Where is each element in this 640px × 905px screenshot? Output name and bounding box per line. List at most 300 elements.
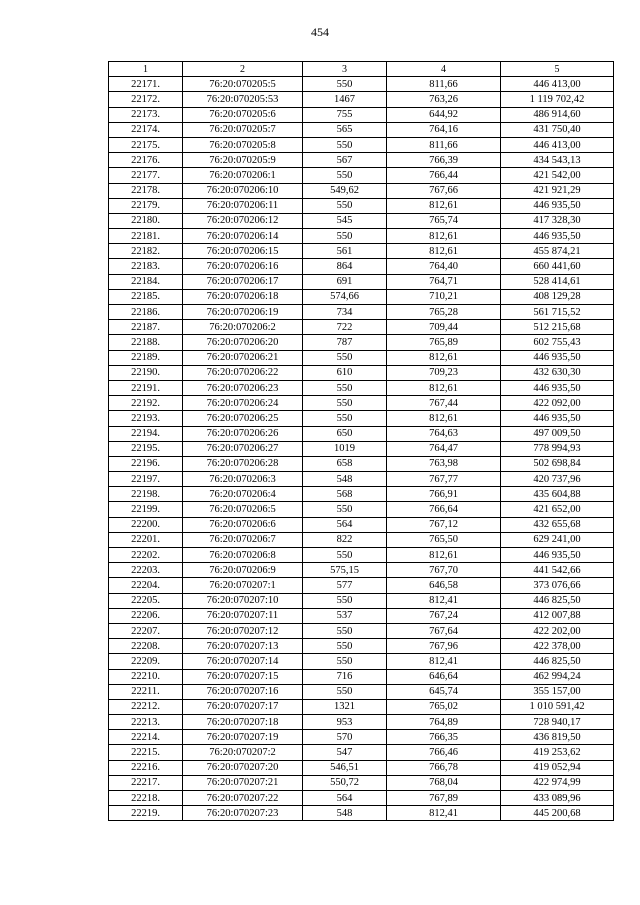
specific-value-cell: 765,74 [387, 213, 501, 228]
specific-value-cell: 812,61 [387, 229, 501, 244]
area-cell: 564 [303, 791, 387, 806]
cadastral-value-cell: 561 715,52 [501, 305, 614, 320]
area-cell: 755 [303, 107, 387, 122]
table-row [109, 487, 614, 502]
table-row [109, 350, 614, 365]
table-row [109, 153, 614, 168]
area-cell: 1467 [303, 92, 387, 107]
cadastral-value-cell: 445 200,68 [501, 806, 614, 821]
cadastral-number-cell: 76:20:070206:16 [183, 259, 303, 274]
specific-value-cell: 811,66 [387, 77, 501, 92]
row-number-cell: 22174. [109, 122, 183, 137]
area-cell: 550 [303, 411, 387, 426]
cadastral-number-cell: 76:20:070207:10 [183, 593, 303, 608]
cadastral-value-cell: 419 253,62 [501, 745, 614, 760]
cadastral-number-cell: 76:20:070206:15 [183, 244, 303, 259]
cadastral-number-cell: 76:20:070205:8 [183, 137, 303, 152]
specific-value-cell: 812,61 [387, 380, 501, 395]
cadastral-value-cell: 433 089,96 [501, 791, 614, 806]
table-row [109, 229, 614, 244]
cadastral-value-cell: 502 698,84 [501, 456, 614, 471]
cadastral-value-cell: 435 604,88 [501, 487, 614, 502]
cadastral-number-cell: 76:20:070206:27 [183, 441, 303, 456]
cadastral-value-cell: 1 010 591,42 [501, 699, 614, 714]
cadastral-value-cell: 497 009,50 [501, 426, 614, 441]
row-number-cell: 22183. [109, 259, 183, 274]
area-cell: 561 [303, 244, 387, 259]
column-header-number: 1 [109, 62, 183, 77]
area-cell: 550 [303, 654, 387, 669]
cadastral-value-cell: 373 076,66 [501, 578, 614, 593]
specific-value-cell: 646,58 [387, 578, 501, 593]
area-cell: 537 [303, 608, 387, 623]
specific-value-cell: 763,98 [387, 456, 501, 471]
specific-value-cell: 765,50 [387, 532, 501, 547]
area-cell: 550 [303, 229, 387, 244]
cadastral-value-cell: 486 914,60 [501, 107, 614, 122]
specific-value-cell: 812,61 [387, 198, 501, 213]
area-cell: 787 [303, 335, 387, 350]
cadastral-value-cell: 446 935,50 [501, 229, 614, 244]
cadastral-value-cell: 728 940,17 [501, 715, 614, 730]
area-cell: 547 [303, 745, 387, 760]
cadastral-number-cell: 76:20:070207:18 [183, 715, 303, 730]
area-cell: 574,66 [303, 289, 387, 304]
cadastral-number-cell: 76:20:070206:22 [183, 365, 303, 380]
cadastral-value-cell: 421 652,00 [501, 502, 614, 517]
specific-value-cell: 812,41 [387, 654, 501, 669]
specific-value-cell: 645,74 [387, 684, 501, 699]
specific-value-cell: 767,70 [387, 563, 501, 578]
cadastral-value-cell: 446 413,00 [501, 77, 614, 92]
area-cell: 550 [303, 396, 387, 411]
table-row [109, 122, 614, 137]
specific-value-cell: 812,41 [387, 593, 501, 608]
cadastral-number-cell: 76:20:070206:24 [183, 396, 303, 411]
cadastral-number-cell: 76:20:070206:3 [183, 472, 303, 487]
area-cell: 550 [303, 623, 387, 638]
table-row [109, 639, 614, 654]
column-header-area: 3 [303, 62, 387, 77]
row-number-cell: 22192. [109, 396, 183, 411]
area-cell: 550 [303, 380, 387, 395]
cadastral-number-cell: 76:20:070207:19 [183, 730, 303, 745]
row-number-cell: 22187. [109, 320, 183, 335]
row-number-cell: 22199. [109, 502, 183, 517]
area-cell: 550 [303, 168, 387, 183]
row-number-cell: 22184. [109, 274, 183, 289]
specific-value-cell: 812,61 [387, 548, 501, 563]
cadastral-value-table [108, 61, 614, 821]
table-row [109, 320, 614, 335]
specific-value-cell: 766,44 [387, 168, 501, 183]
row-number-cell: 22172. [109, 92, 183, 107]
specific-value-cell: 766,78 [387, 760, 501, 775]
area-cell: 550 [303, 593, 387, 608]
cadastral-value-cell: 441 542,66 [501, 563, 614, 578]
cadastral-value-cell: 421 921,29 [501, 183, 614, 198]
specific-value-cell: 766,64 [387, 502, 501, 517]
area-cell: 1321 [303, 699, 387, 714]
area-cell: 650 [303, 426, 387, 441]
area-cell: 550 [303, 137, 387, 152]
area-cell: 550 [303, 198, 387, 213]
cadastral-number-cell: 76:20:070207:21 [183, 775, 303, 790]
specific-value-cell: 767,96 [387, 639, 501, 654]
specific-value-cell: 764,40 [387, 259, 501, 274]
table-row [109, 198, 614, 213]
cadastral-value-cell: 446 935,50 [501, 350, 614, 365]
area-cell: 549,62 [303, 183, 387, 198]
specific-value-cell: 765,02 [387, 699, 501, 714]
table-row [109, 259, 614, 274]
cadastral-number-cell: 76:20:070206:25 [183, 411, 303, 426]
cadastral-number-cell: 76:20:070207:2 [183, 745, 303, 760]
cadastral-value-cell: 462 994,24 [501, 669, 614, 684]
cadastral-value-cell: 422 974,99 [501, 775, 614, 790]
cadastral-value-cell: 412 007,88 [501, 608, 614, 623]
row-number-cell: 22209. [109, 654, 183, 669]
cadastral-value-cell: 602 755,43 [501, 335, 614, 350]
cadastral-number-cell: 76:20:070206:28 [183, 456, 303, 471]
table-row [109, 684, 614, 699]
area-cell: 575,15 [303, 563, 387, 578]
row-number-cell: 22171. [109, 77, 183, 92]
row-number-cell: 22219. [109, 806, 183, 821]
cadastral-number-cell: 76:20:070205:7 [183, 122, 303, 137]
row-number-cell: 22204. [109, 578, 183, 593]
row-number-cell: 22196. [109, 456, 183, 471]
table-row [109, 396, 614, 411]
table-row [109, 578, 614, 593]
row-number-cell: 22202. [109, 548, 183, 563]
cadastral-value-cell: 446 825,50 [501, 654, 614, 669]
row-number-cell: 22189. [109, 350, 183, 365]
cadastral-number-cell: 76:20:070206:1 [183, 168, 303, 183]
cadastral-value-cell: 446 935,50 [501, 380, 614, 395]
table-row [109, 92, 614, 107]
area-cell: 610 [303, 365, 387, 380]
area-cell: 716 [303, 669, 387, 684]
area-cell: 550 [303, 684, 387, 699]
specific-value-cell: 764,63 [387, 426, 501, 441]
table-row [109, 517, 614, 532]
table-row [109, 426, 614, 441]
cadastral-number-cell: 76:20:070205:5 [183, 77, 303, 92]
row-number-cell: 22188. [109, 335, 183, 350]
specific-value-cell: 768,04 [387, 775, 501, 790]
row-number-cell: 22215. [109, 745, 183, 760]
cadastral-number-cell: 76:20:070206:14 [183, 229, 303, 244]
area-cell: 564 [303, 517, 387, 532]
cadastral-number-cell: 76:20:070207:12 [183, 623, 303, 638]
column-header-cadastral-number: 2 [183, 62, 303, 77]
cadastral-number-cell: 76:20:070206:20 [183, 335, 303, 350]
specific-value-cell: 765,28 [387, 305, 501, 320]
cadastral-value-cell: 421 542,00 [501, 168, 614, 183]
area-cell: 548 [303, 472, 387, 487]
cadastral-number-cell: 76:20:070206:9 [183, 563, 303, 578]
specific-value-cell: 764,47 [387, 441, 501, 456]
area-cell: 822 [303, 532, 387, 547]
table-row [109, 411, 614, 426]
table-row [109, 137, 614, 152]
cadastral-value-cell: 422 092,00 [501, 396, 614, 411]
table-row [109, 745, 614, 760]
row-number-cell: 22216. [109, 760, 183, 775]
row-number-cell: 22182. [109, 244, 183, 259]
cadastral-value-cell: 422 378,00 [501, 639, 614, 654]
row-number-cell: 22194. [109, 426, 183, 441]
specific-value-cell: 766,35 [387, 730, 501, 745]
area-cell: 864 [303, 259, 387, 274]
table-row [109, 548, 614, 563]
table-row [109, 183, 614, 198]
table-row [109, 365, 614, 380]
cadastral-value-cell: 629 241,00 [501, 532, 614, 547]
row-number-cell: 22190. [109, 365, 183, 380]
row-number-cell: 22180. [109, 213, 183, 228]
area-cell: 550 [303, 77, 387, 92]
cadastral-number-cell: 76:20:070206:10 [183, 183, 303, 198]
specific-value-cell: 812,61 [387, 244, 501, 259]
row-number-cell: 22218. [109, 791, 183, 806]
specific-value-cell: 767,12 [387, 517, 501, 532]
specific-value-cell: 764,16 [387, 122, 501, 137]
cadastral-number-cell: 76:20:070206:19 [183, 305, 303, 320]
cadastral-value-cell: 436 819,50 [501, 730, 614, 745]
area-cell: 722 [303, 320, 387, 335]
area-cell: 546,51 [303, 760, 387, 775]
cadastral-value-cell: 422 202,00 [501, 623, 614, 638]
table-row [109, 654, 614, 669]
table-row [109, 441, 614, 456]
row-number-cell: 22200. [109, 517, 183, 532]
row-number-cell: 22178. [109, 183, 183, 198]
row-number-cell: 22181. [109, 229, 183, 244]
specific-value-cell: 812,61 [387, 350, 501, 365]
row-number-cell: 22195. [109, 441, 183, 456]
row-number-cell: 22213. [109, 715, 183, 730]
cadastral-number-cell: 76:20:070205:53 [183, 92, 303, 107]
row-number-cell: 22207. [109, 623, 183, 638]
table-row [109, 456, 614, 471]
table-row [109, 274, 614, 289]
area-cell: 550,72 [303, 775, 387, 790]
table-header-row [109, 62, 614, 77]
table-row [109, 806, 614, 821]
row-number-cell: 22193. [109, 411, 183, 426]
table-row [109, 502, 614, 517]
specific-value-cell: 709,44 [387, 320, 501, 335]
area-cell: 734 [303, 305, 387, 320]
area-cell: 550 [303, 502, 387, 517]
specific-value-cell: 764,89 [387, 715, 501, 730]
cadastral-number-cell: 76:20:070207:14 [183, 654, 303, 669]
cadastral-value-cell: 446 935,50 [501, 411, 614, 426]
area-cell: 568 [303, 487, 387, 502]
table-row [109, 699, 614, 714]
row-number-cell: 22185. [109, 289, 183, 304]
cadastral-value-cell: 446 935,50 [501, 548, 614, 563]
row-number-cell: 22197. [109, 472, 183, 487]
row-number-cell: 22205. [109, 593, 183, 608]
table-row [109, 107, 614, 122]
cadastral-value-cell: 660 441,60 [501, 259, 614, 274]
specific-value-cell: 646,64 [387, 669, 501, 684]
cadastral-value-cell: 434 543,13 [501, 153, 614, 168]
cadastral-number-cell: 76:20:070206:11 [183, 198, 303, 213]
row-number-cell: 22211. [109, 684, 183, 699]
table-row [109, 623, 614, 638]
table-row [109, 532, 614, 547]
row-number-cell: 22212. [109, 699, 183, 714]
column-header-cadastral-value: 5 [501, 62, 614, 77]
table-row [109, 791, 614, 806]
row-number-cell: 22177. [109, 168, 183, 183]
table-row [109, 593, 614, 608]
cadastral-value-cell: 408 129,28 [501, 289, 614, 304]
cadastral-value-cell: 420 737,96 [501, 472, 614, 487]
specific-value-cell: 709,23 [387, 365, 501, 380]
table-row [109, 775, 614, 790]
specific-value-cell: 767,89 [387, 791, 501, 806]
specific-value-cell: 811,66 [387, 137, 501, 152]
specific-value-cell: 767,44 [387, 396, 501, 411]
specific-value-cell: 644,92 [387, 107, 501, 122]
cadastral-number-cell: 76:20:070206:17 [183, 274, 303, 289]
cadastral-value-cell: 528 414,61 [501, 274, 614, 289]
table-row [109, 380, 614, 395]
area-cell: 548 [303, 806, 387, 821]
cadastral-number-cell: 76:20:070207:17 [183, 699, 303, 714]
cadastral-number-cell: 76:20:070206:2 [183, 320, 303, 335]
specific-value-cell: 767,24 [387, 608, 501, 623]
table-row [109, 715, 614, 730]
table-row [109, 563, 614, 578]
area-cell: 953 [303, 715, 387, 730]
table-row [109, 730, 614, 745]
area-cell: 550 [303, 350, 387, 365]
cadastral-number-cell: 76:20:070207:23 [183, 806, 303, 821]
area-cell: 565 [303, 122, 387, 137]
cadastral-number-cell: 76:20:070207:22 [183, 791, 303, 806]
cadastral-number-cell: 76:20:070206:23 [183, 380, 303, 395]
specific-value-cell: 765,89 [387, 335, 501, 350]
cadastral-number-cell: 76:20:070206:7 [183, 532, 303, 547]
table-row [109, 608, 614, 623]
row-number-cell: 22217. [109, 775, 183, 790]
specific-value-cell: 812,41 [387, 806, 501, 821]
area-cell: 550 [303, 548, 387, 563]
table-row [109, 760, 614, 775]
table-row [109, 305, 614, 320]
cadastral-number-cell: 76:20:070206:4 [183, 487, 303, 502]
area-cell: 577 [303, 578, 387, 593]
specific-value-cell: 767,66 [387, 183, 501, 198]
table-row [109, 669, 614, 684]
cadastral-value-cell: 417 328,30 [501, 213, 614, 228]
table-row [109, 244, 614, 259]
area-cell: 545 [303, 213, 387, 228]
table-row [109, 168, 614, 183]
area-cell: 550 [303, 639, 387, 654]
cadastral-number-cell: 76:20:070207:11 [183, 608, 303, 623]
cadastral-value-cell: 431 750,40 [501, 122, 614, 137]
cadastral-number-cell: 76:20:070206:18 [183, 289, 303, 304]
row-number-cell: 22206. [109, 608, 183, 623]
table-row [109, 77, 614, 92]
cadastral-number-cell: 76:20:070206:26 [183, 426, 303, 441]
specific-value-cell: 764,71 [387, 274, 501, 289]
cadastral-value-cell: 446 413,00 [501, 137, 614, 152]
row-number-cell: 22208. [109, 639, 183, 654]
cadastral-value-cell: 432 630,30 [501, 365, 614, 380]
cadastral-value-cell: 419 052,94 [501, 760, 614, 775]
cadastral-number-cell: 76:20:070206:8 [183, 548, 303, 563]
cadastral-number-cell: 76:20:070207:15 [183, 669, 303, 684]
specific-value-cell: 710,21 [387, 289, 501, 304]
specific-value-cell: 766,46 [387, 745, 501, 760]
area-cell: 567 [303, 153, 387, 168]
specific-value-cell: 766,91 [387, 487, 501, 502]
cadastral-value-cell: 778 994,93 [501, 441, 614, 456]
row-number-cell: 22210. [109, 669, 183, 684]
area-cell: 1019 [303, 441, 387, 456]
cadastral-number-cell: 76:20:070207:13 [183, 639, 303, 654]
row-number-cell: 22175. [109, 137, 183, 152]
cadastral-value-cell: 446 935,50 [501, 198, 614, 213]
row-number-cell: 22191. [109, 380, 183, 395]
specific-value-cell: 767,64 [387, 623, 501, 638]
cadastral-value-cell: 1 119 702,42 [501, 92, 614, 107]
cadastral-number-cell: 76:20:070207:1 [183, 578, 303, 593]
table-row [109, 289, 614, 304]
cadastral-number-cell: 76:20:070206:12 [183, 213, 303, 228]
cadastral-number-cell: 76:20:070206:6 [183, 517, 303, 532]
page-number: 454 [311, 25, 329, 39]
area-cell: 658 [303, 456, 387, 471]
cadastral-number-cell: 76:20:070205:9 [183, 153, 303, 168]
table-row [109, 472, 614, 487]
specific-value-cell: 767,77 [387, 472, 501, 487]
cadastral-number-cell: 76:20:070206:21 [183, 350, 303, 365]
cadastral-number-cell: 76:20:070207:20 [183, 760, 303, 775]
cadastral-value-cell: 512 215,68 [501, 320, 614, 335]
cadastral-value-cell: 446 825,50 [501, 593, 614, 608]
table-row [109, 213, 614, 228]
row-number-cell: 22173. [109, 107, 183, 122]
specific-value-cell: 812,61 [387, 411, 501, 426]
cadastral-number-cell: 76:20:070207:16 [183, 684, 303, 699]
table-body [109, 77, 614, 821]
row-number-cell: 22179. [109, 198, 183, 213]
table-row [109, 335, 614, 350]
row-number-cell: 22198. [109, 487, 183, 502]
area-cell: 570 [303, 730, 387, 745]
row-number-cell: 22214. [109, 730, 183, 745]
row-number-cell: 22186. [109, 305, 183, 320]
area-cell: 691 [303, 274, 387, 289]
cadastral-number-cell: 76:20:070205:6 [183, 107, 303, 122]
specific-value-cell: 766,39 [387, 153, 501, 168]
row-number-cell: 22203. [109, 563, 183, 578]
column-header-specific-value: 4 [387, 62, 501, 77]
cadastral-number-cell: 76:20:070206:5 [183, 502, 303, 517]
row-number-cell: 22176. [109, 153, 183, 168]
specific-value-cell: 763,26 [387, 92, 501, 107]
row-number-cell: 22201. [109, 532, 183, 547]
